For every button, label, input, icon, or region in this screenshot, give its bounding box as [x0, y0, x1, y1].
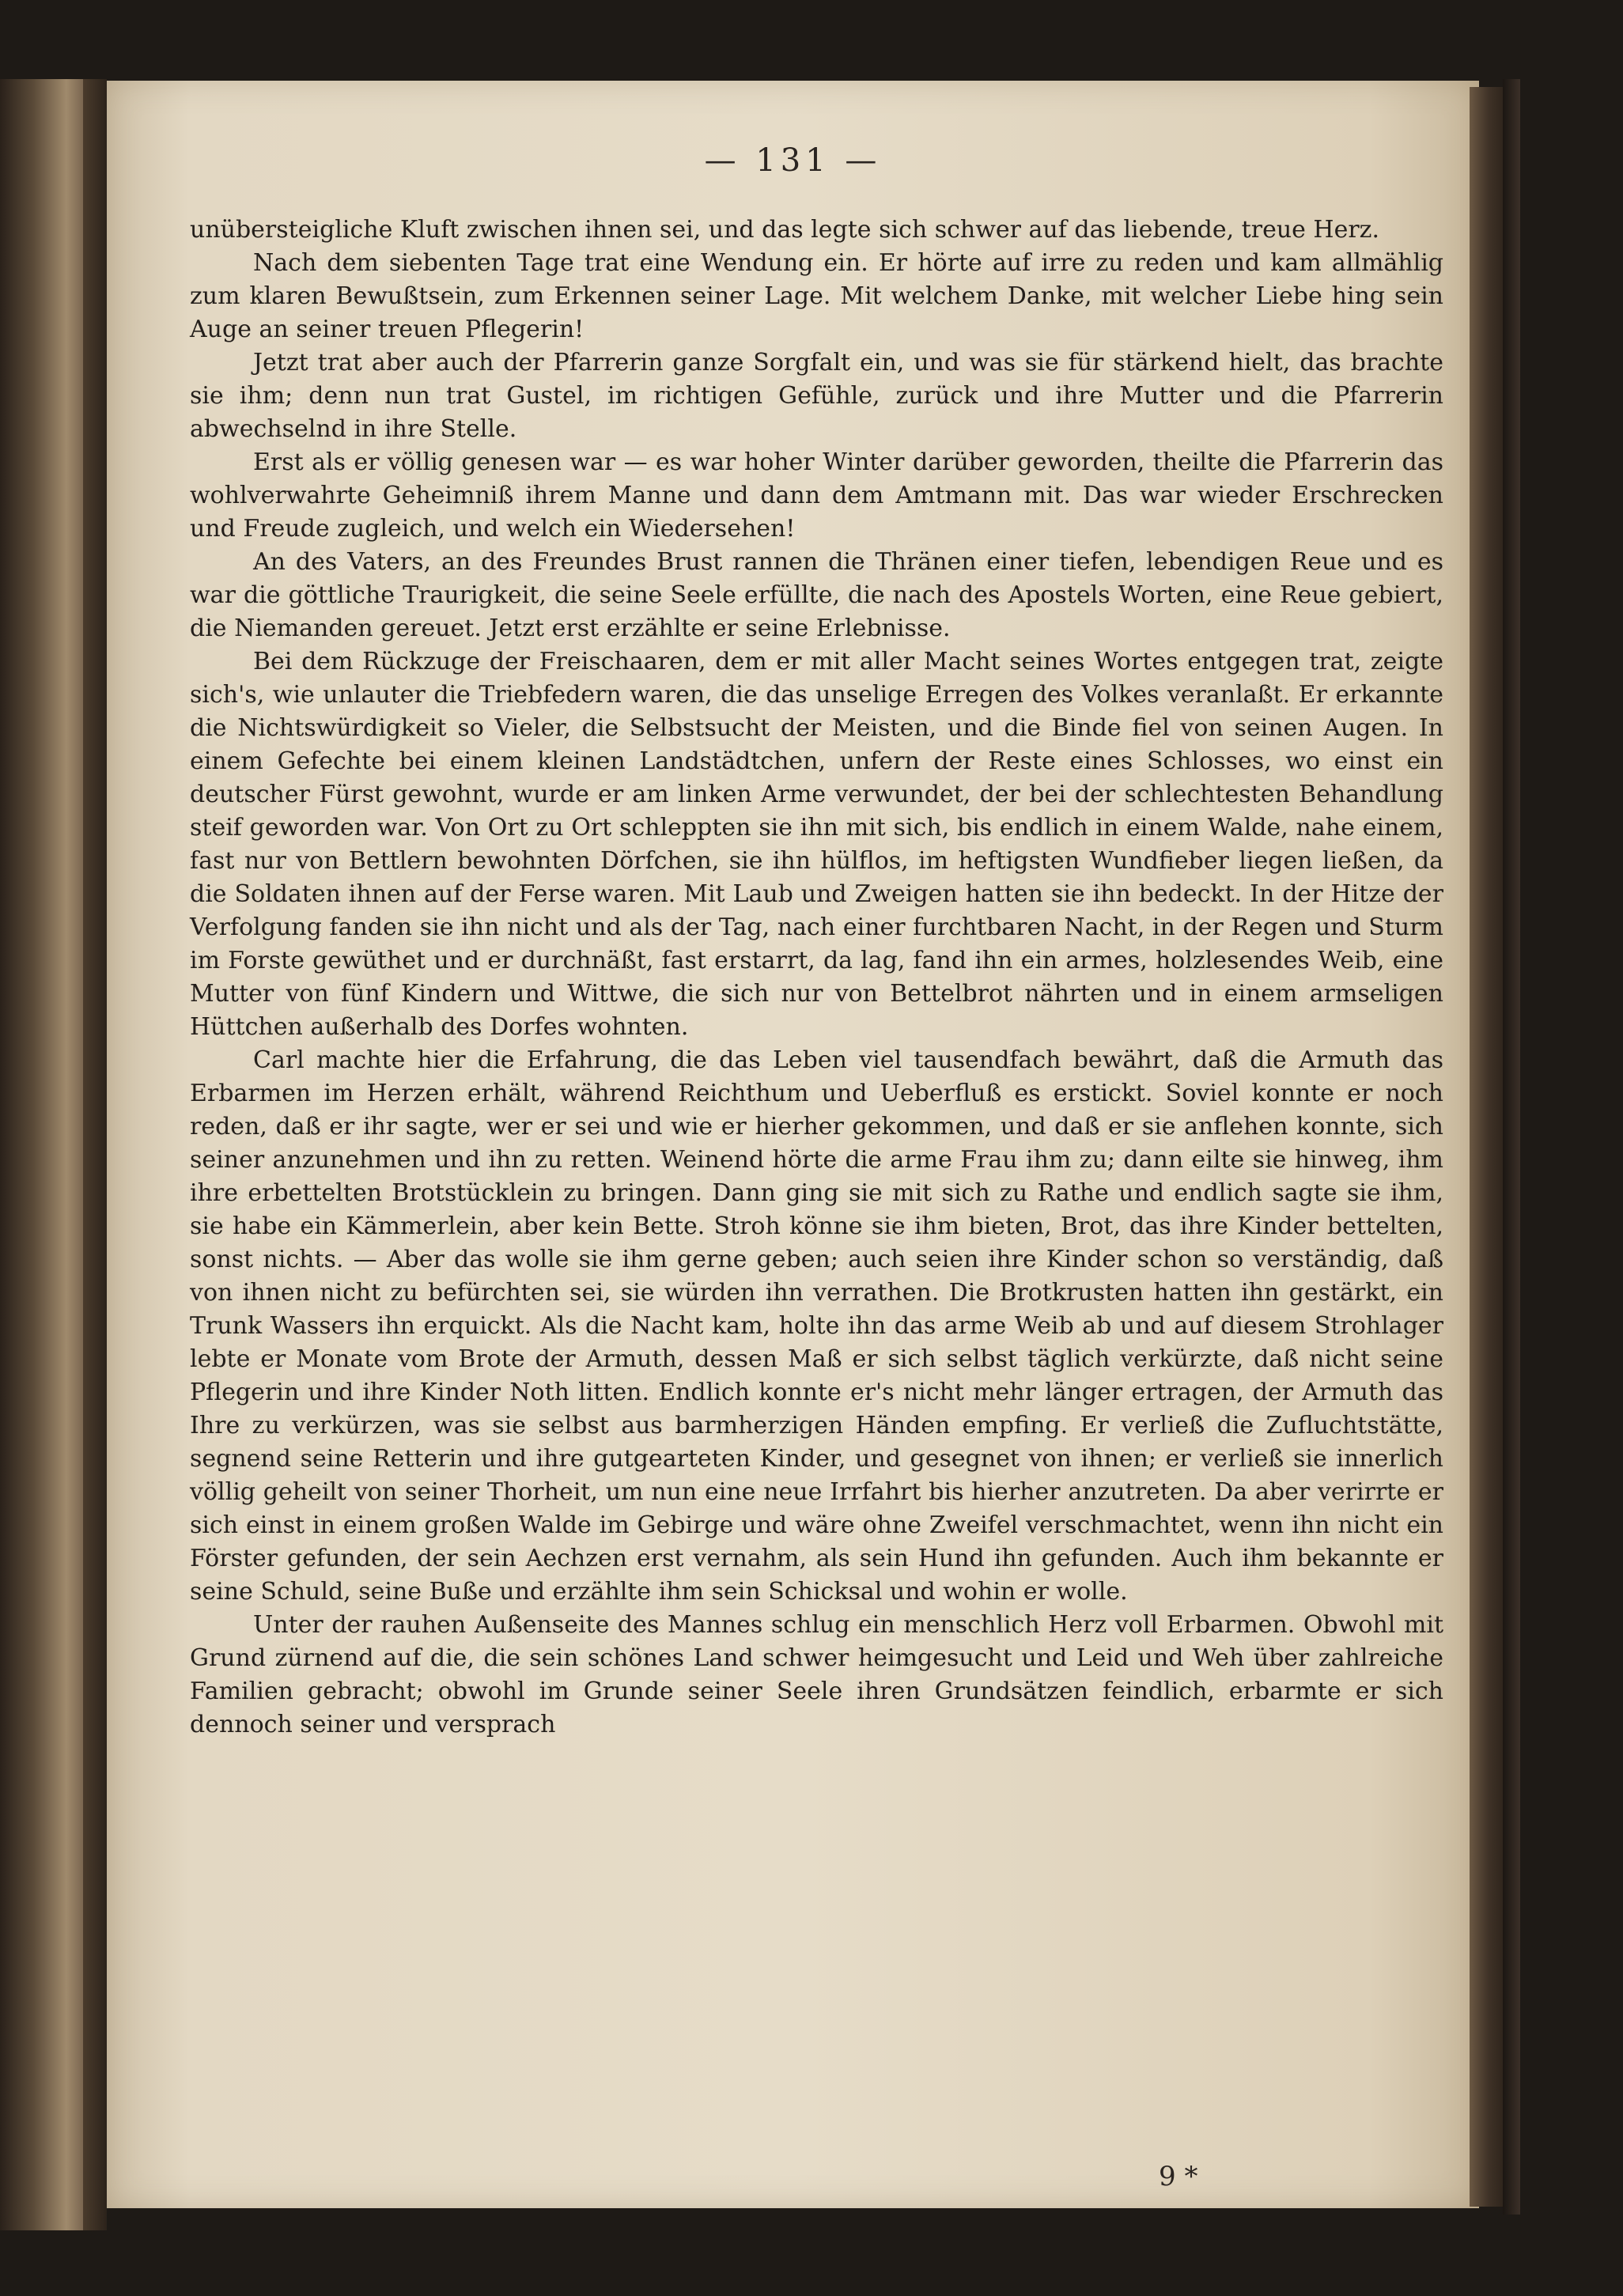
paragraph: Unter der rauhen Außenseite des Mannes schlug ein menschlich Herz voll Erbarmen. Obwohl mit Grund zürnend auf die, die sein schönes Land schwer heimgesucht und Leid und Weh über zahlreiche Familien gebracht; obwohl im Grunde seiner Seele ihren Grundsätzen feindlich, erbarmte er sich dennoch seiner und versprach	[190, 1611, 1443, 1738]
page-block-edge	[1470, 87, 1508, 2207]
paragraph: Bei dem Rückzuge der Freischaaren, dem er mit aller Macht seines Wortes entgegen trat, zeigte sich's, wie unlauter die Triebfedern waren, die das unselige Erregen des Volkes veranlaßt. Er erkannte die Nichtswürdigkeit so Vieler, die Selbstsucht der Meisten, und die Binde fiel von seinen Augen. In einem Gefechte bei einem kleinen Landstädtchen, unfern der Reste eines Schlosses, wo einst ein deutscher Fürst gewohnt, wurde er am linken Arme verwundet, der bei der schlechtesten Behandlung steif geworden war. Von Ort zu Ort schleppten sie ihn mit sich, bis endlich in einem Walde, nahe einem, fast nur von Bettlern bewohnten Dörfchen, sie ihn hülflos, im heftigsten Wundfieber liegen ließen, da die Soldaten ihnen auf der Ferse waren. Mit Laub und Zweigen hatten sie ihn bedeckt. In der Hitze der Verfolgung fanden sie ihn nicht und als der Tag, nach einer furchtbaren Nacht, in der Regen und Sturm im Forste gewüthet und er durchnäßt, fast erstarrt, da lag, fand ihn ein armes, holzlesendes Weib, eine Mutter von fünf Kindern und Wittwe, die sich nur von Bettelbrot nährten und in einem armseligen Hüttchen außerhalb des Dorfes wohnten.	[190, 648, 1443, 1041]
paragraph: Jetzt trat aber auch der Pfarrerin ganze Sorgfalt ein, und was sie für stärkend hielt, das brachte sie ihm; denn nun trat Gustel, im richtigen Gefühle, zurück und ihre Mutter und die Pfarrerin abwechselnd in ihre Stelle.	[190, 349, 1443, 443]
paragraph: Nach dem siebenten Tage trat eine Wendung ein. Er hörte auf irre zu reden und kam allmählig zum klaren Bewußtsein, zum Erkennen seiner Lage. Mit welchem Danke, mit welcher Liebe hing sein Auge an seiner treuen Pflegerin!	[190, 249, 1443, 343]
paragraph: unübersteigliche Kluft zwischen ihnen sei, und das legte sich schwer auf das liebende, treue Herz.	[190, 216, 1380, 244]
paragraph: Carl machte hier die Erfahrung, die das Leben viel tausendfach bewährt, daß die Armuth das Erbarmen im Herzen erhält, während Reichthum und Ueberfluß es erstickt. Soviel konnte er noch reden, daß er ihr sagte, wer er sei und wie er hierher gekommen, und daß er sie anflehen konnte, sich seiner anzunehmen und ihn zu retten. Weinend hörte die arme Frau ihm zu; dann eilte sie hinweg, ihm ihre erbettelten Brotstücklein zu bringen. Dann ging sie mit sich zu Rathe und endlich sagte sie ihm, sie habe ein Kämmerlein, aber kein Bette. Stroh könne sie ihm bieten, Brot, das ihre Kinder bettelten, sonst nichts. — Aber das wolle sie ihm gerne geben; auch seien ihre Kinder schon so verständig, daß von ihnen nicht zu befürchten sei, sie würden ihn verrathen. Die Brotkrusten hatten ihn gestärkt, ein Trunk Wassers ihn erquickt. Als die Nacht kam, holte ihn das arme Weib ab und auf diesem Strohlager lebte er Monate vom Brote der Armuth, dessen Maß er sich selbst täglich verkürzte, daß nicht seine Pflegerin und ihre Kinder Noth litten. Endlich konnte er's nicht mehr länger ertragen, der Armuth das Ihre zu verkürzen, was sie selbst aus barmherzigen Händen empfing. Er verließ die Zufluchtstätte, segnend seine Retterin und ihre gutgearteten Kinder, und gesegnet von ihnen; er verließ sie innerlich völlig geheilt von seiner Thorheit, um nun eine neue Irrfahrt bis hierher anzutreten. Da aber verirrte er sich einst in einem großen Walde im Gebirge und wäre ohne Zweifel verschmachtet, wenn ihn nicht ein Förster gefunden, der sein Aechzen erst vernahm, als sein Hund ihn gefunden. Auch ihm bekannte er seine Schuld, seine Buße und erzählte ihm sein Schicksal und wohin er wolle.	[190, 1046, 1443, 1606]
paragraph: An des Vaters, an des Freundes Brust rannen die Thränen einer tiefen, lebendigen Reue und es war die göttliche Traurigkeit, die seine Seele erfüllte, die nach des Apostels Worten, eine Reue gebiert, die Niemanden gereuet. Jetzt erst erzählte er seine Erlebnisse.	[190, 548, 1443, 642]
paragraph: Erst als er völlig genesen war — es war hoher Winter darüber geworden, theilte die Pfarrerin das wohlverwahrte Geheimniß ihrem Manne und dann dem Amtmann mit. Das war wieder Erschrecken und Freude zugleich, und welch ein Wiedersehen!	[190, 448, 1443, 543]
book-gutter	[83, 79, 107, 2230]
book-page	[107, 81, 1479, 2208]
previous-page-edge	[0, 79, 83, 2230]
page-number: — 131 —	[704, 142, 882, 179]
signature-mark: 9 *	[1159, 2161, 1198, 2192]
book-cover-edge	[1503, 79, 1520, 2215]
page-text	[190, 214, 1443, 1742]
